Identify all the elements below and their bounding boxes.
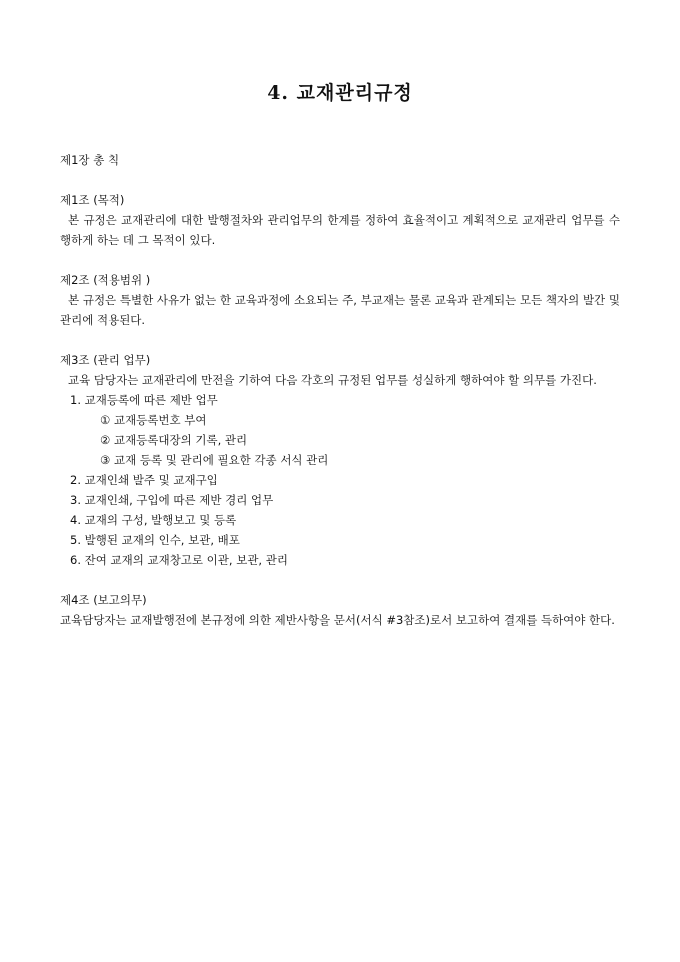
list-item: 3. 교재인쇄, 구입에 따른 제반 경리 업무 bbox=[70, 493, 274, 507]
duty-sublist bbox=[70, 410, 620, 470]
list-item: 2. 교재인쇄 발주 및 교재구입 bbox=[70, 473, 218, 487]
article-3 bbox=[60, 350, 620, 570]
article-4 bbox=[60, 590, 620, 630]
list-item-label: 1. 교재등록에 따른 제반 업무 bbox=[70, 393, 218, 407]
list-item: 4. 교재의 구성, 발행보고 및 등록 bbox=[70, 513, 237, 527]
document-title: 4. 교재관리규정 bbox=[267, 82, 413, 104]
article-title: 제2조 (적용범위 ) bbox=[60, 273, 151, 287]
list-item: 6. 잔여 교재의 교재창고로 이관, 보관, 관리 bbox=[70, 553, 288, 567]
document-body bbox=[60, 150, 620, 650]
article-title: 제1조 (목적) bbox=[60, 193, 125, 207]
chapter-heading: 제1장 총 칙 bbox=[60, 153, 120, 167]
article-text: 교육 담당자는 교재관리에 만전을 기하여 다음 각호의 규정된 업무를 성실하게 행하여야 할 의무를 가진다. bbox=[68, 373, 597, 387]
sublist-item: ③ 교재 등록 및 관리에 필요한 각종 서식 관리 bbox=[100, 453, 329, 467]
article-text: 교육담당자는 교재발행전에 본규정에 의한 제반사항을 문서(서식 #3참조)로서 보고하여 결재를 득하여야 한다. bbox=[60, 613, 615, 627]
list-item bbox=[60, 390, 620, 470]
sublist-item: ① 교재등록번호 부여 bbox=[100, 413, 207, 427]
list-item: 5. 발행된 교재의 인수, 보관, 배포 bbox=[70, 533, 240, 547]
duty-list bbox=[60, 390, 620, 570]
article-text: 본 규정은 교재관리에 대한 발행절차와 관리업무의 한계를 정하여 효율적이고 계획적으로 교재관리 업무를 수행하게 하는 데 그 목적이 있다. bbox=[60, 213, 620, 247]
article-title: 제3조 (관리 업무) bbox=[60, 353, 151, 367]
article-title: 제4조 (보고의무) bbox=[60, 593, 147, 607]
article-1 bbox=[60, 190, 620, 250]
sublist-item: ② 교재등록대장의 기록, 관리 bbox=[100, 433, 248, 447]
article-text: 본 규정은 특별한 사유가 없는 한 교육과정에 소요되는 주, 부교재는 물론 교육과 관계되는 모든 책자의 발간 및 관리에 적용된다. bbox=[60, 293, 620, 327]
article-2 bbox=[60, 270, 620, 330]
